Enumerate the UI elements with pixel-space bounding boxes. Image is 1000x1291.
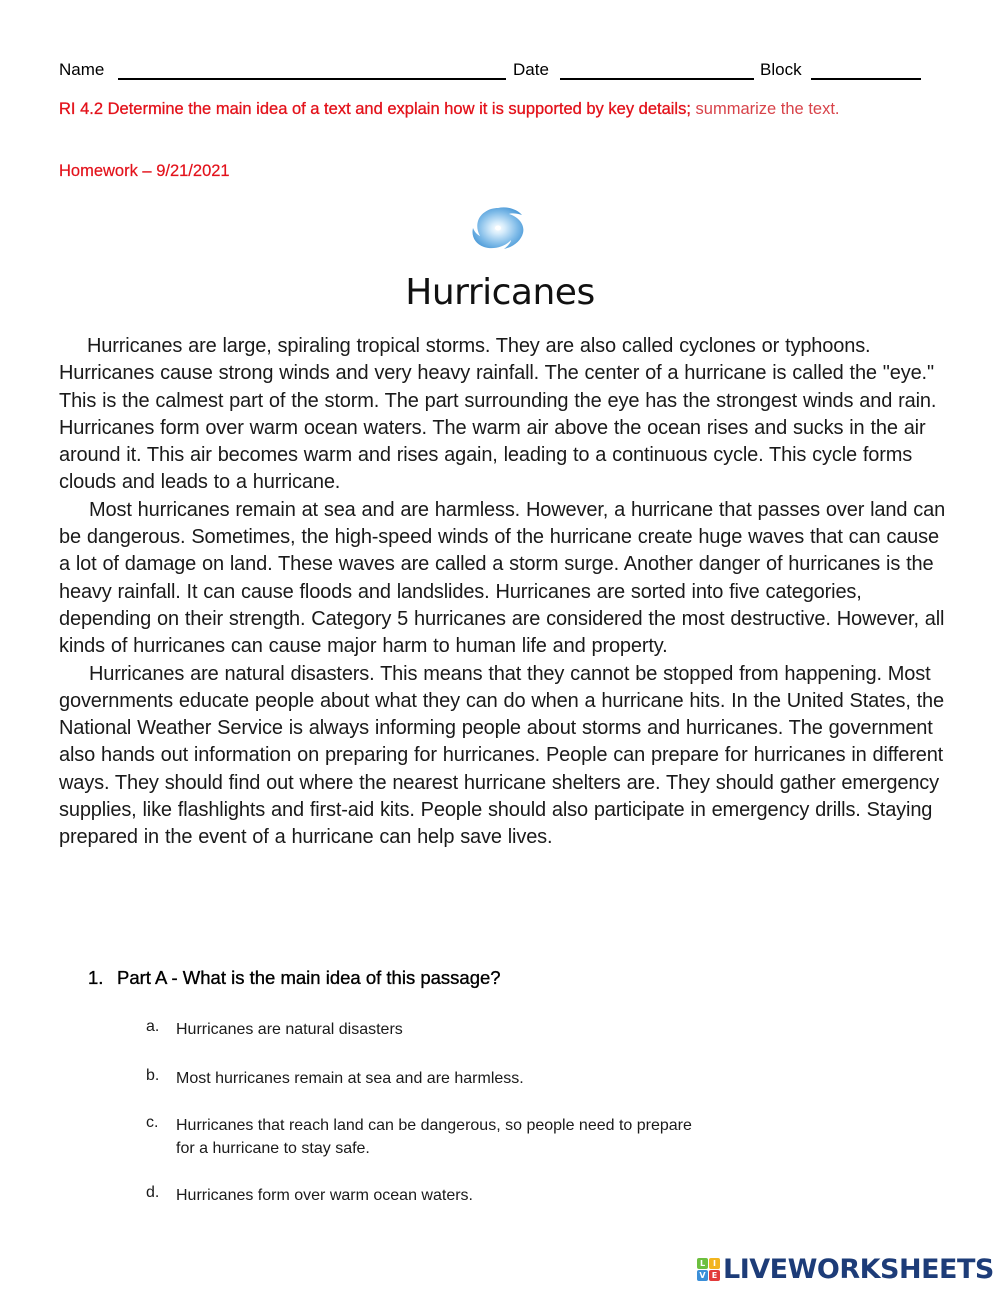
standard-main: RI 4.2 Determine the main idea of a text and explain how it is supported by key details; [59,100,691,118]
choice-text: Hurricanes are natural disasters [176,1021,403,1038]
logo-block-l: L [697,1258,708,1269]
homework-date: Homework – 9/21/2021 [59,162,230,180]
choice-letter: c. [146,1114,159,1131]
choice-letter: d. [146,1184,160,1201]
reading-passage [59,333,949,852]
brand-wordmark: LIVEWORKSHEETS [723,1253,994,1285]
question-1 [88,967,501,989]
passage-paragraph-3: Hurricanes are natural disasters. This means that they cannot be stopped from happening. Most governments educate people about what they can do when a hurricane hits. In the United States, the National Weather Service is always informing people about storms and hurricanes. The government also hands out information on preparing for hurricanes. People can prepare for hurricanes in different ways. They should find out where the nearest hurricane shelters are. They should gather emergency supplies, like flashlights and first-aid kits. People should also participate in emergency drills. Staying prepared in the event of a hurricane can help save lives. [59,662,944,849]
student-info-row [59,58,939,86]
passage-title: Hurricanes [405,272,595,313]
choice-c[interactable] [146,1114,706,1160]
date-label: Date [513,60,549,79]
hurricane-icon [469,205,527,251]
choice-letter: b. [146,1067,160,1084]
block-label: Block [760,60,802,79]
choice-text: Hurricanes that reach land can be dangerous, so people need to prepare for a hurricane to stay safe. [176,1117,692,1157]
learning-standard [59,97,944,122]
name-label: Name [59,60,105,79]
choice-b[interactable] [146,1067,524,1090]
name-field[interactable] [118,78,506,80]
block-field[interactable] [811,78,921,80]
liveworksheets-logo [697,1254,994,1284]
choice-d[interactable] [146,1184,473,1207]
question-text: Part A - What is the main idea of this passage? [117,967,501,988]
choice-a[interactable] [146,1018,403,1041]
logo-block-e: E [709,1270,720,1281]
date-field[interactable] [560,78,754,80]
logo-block-v: V [697,1270,708,1281]
choice-text: Hurricanes form over warm ocean waters. [176,1187,473,1204]
choice-text: Most hurricanes remain at sea and are harmless. [176,1070,524,1087]
passage-paragraph-1: Hurricanes are large, spiraling tropical storms. They are also called cyclones or typhoons. Hurricanes cause strong winds and very heavy rainfall. The center of a hurricane is called the "eye." This is the calmest part of the storm. The part surrounding the eye has the strongest winds and rain. Hurricanes form over warm ocean waters. The warm air above the ocean rises and sucks in the air around it. This air becomes warm and rises again, leading to a continuous cycle. This cycle forms clouds and leads to a hurricane. [59,335,937,494]
standard-summary: summarize the text. [695,100,840,118]
question-number: 1. [88,967,104,988]
logo-block-i: I [709,1258,720,1269]
live-blocks-icon [697,1258,720,1281]
choice-letter: a. [146,1018,160,1035]
passage-paragraph-2: Most hurricanes remain at sea and are harmless. However, a hurricane that passes over land can be dangerous. Sometimes, the high-speed winds of the hurricane create huge waves that can cause a lot of damage on land. These waves are called a storm surge. Another danger of hurricanes is the heavy rainfall. It can cause floods and landslides. Hurricanes are sorted into five categories, depending on their strength. Category 5 hurricanes are considered the most destructive. However, all kinds of hurricanes can cause major harm to human life and property. [59,498,946,658]
